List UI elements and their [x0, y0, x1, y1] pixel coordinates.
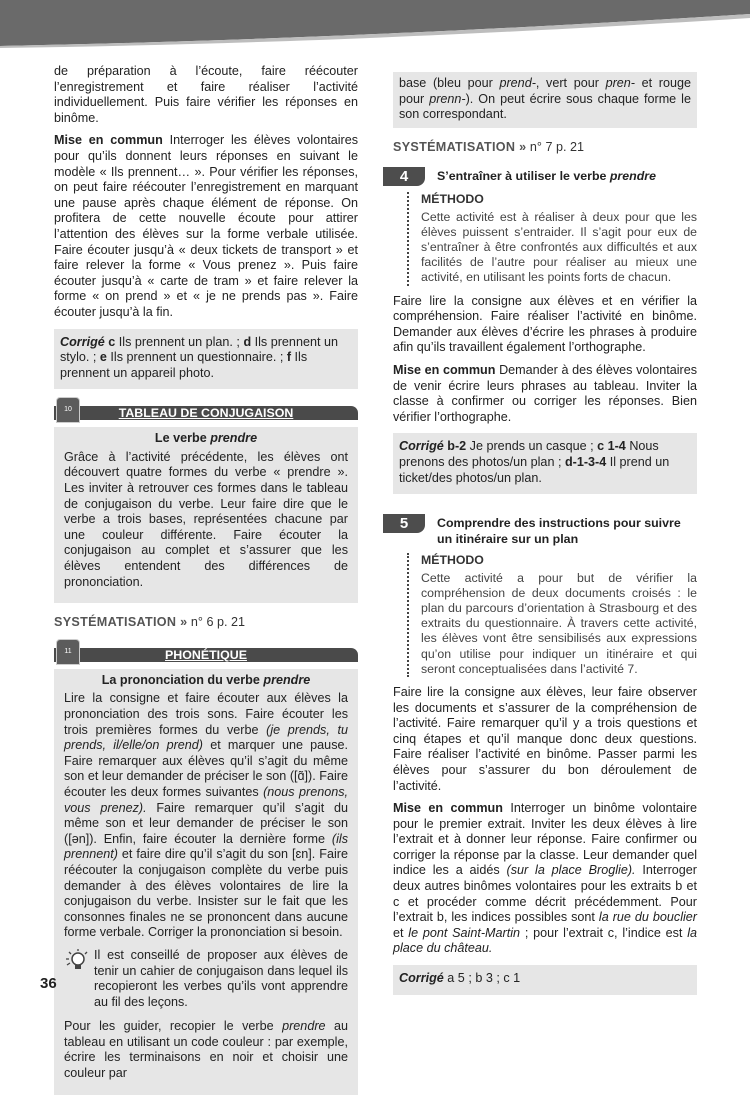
systematisation-ref — [54, 615, 358, 631]
tableau-box — [54, 427, 358, 603]
text: , vert pour — [535, 76, 606, 90]
answer-text: 3 ; — [482, 971, 504, 986]
subtitle-text: Le verbe — [154, 431, 211, 446]
text-italic: pren- — [605, 76, 635, 90]
text: et faire dire qu’il s’agit du son [ɛn]. Faire réécouter la conjugaison complète du verbe puis demander à des élèves volontaires de lire la conjugaison du verbe. Insister sur le fait que les consonnes finales ne se prononcent dans aucune forme verbale. Corriger la prononciation si besoin. — [64, 847, 348, 940]
text: et rouge pour — [399, 76, 691, 106]
subtitle-text: La prononciation du verbe — [101, 672, 264, 687]
methodo-text: Cette activité a pour but de vérifier la compréhension de deux documents croisés : le plan du parcours d’orientation à Strasbourg et des extraits du questionnaire. À travers cette activité, les élèves vont être sensibilisés aux expressions qu’on utilise pour indiquer un itinéraire et qui seront conceptualisées dans l’activité 7. — [421, 570, 697, 676]
paragraph-text: Demander à des élèves volontaires de venir écrire leurs phrases au tableau. Inviter la classe à confirmer ou corriger les réponses. Bien vérifier l’orthographe. — [393, 362, 697, 424]
answer-key: d-1-3-4 — [564, 454, 607, 469]
answer-text: Ils prennent un stylo. ; — [60, 334, 338, 365]
text: et marquer une pause. Faire remarquer aux élèves qu’il s’agit du même son et leur demander de préciser le son ([ɑ̃]). Faire écouter les deux formes suivantes — [64, 738, 348, 799]
methodo-box — [407, 192, 697, 285]
answer-text: 1 — [509, 971, 521, 986]
page-number: 36 — [40, 975, 57, 992]
systematisation-ref — [393, 140, 697, 156]
text-italic: prenn- — [429, 91, 466, 106]
section-title: PHONÉTIQUE — [165, 647, 247, 662]
answer-text: Je prends un casque ; — [466, 439, 598, 454]
text: Faire remarquer qu’il s’agit du même son et leur demander de préciser le son ([ən]). Enfin, faire écouter la dernière forme — [64, 800, 348, 846]
answer-text: Il prend un ticket/des photos/un plan. — [399, 454, 670, 485]
exercise-number: 5 — [383, 514, 425, 533]
phonetique-header — [54, 645, 358, 663]
subtitle-verb: prendre — [210, 431, 258, 446]
left-column — [54, 64, 358, 1095]
corrige-box — [54, 329, 358, 390]
syst-ref: n° 6 p. 21 — [187, 615, 245, 630]
text-italic: (je prends, tu prends, il/elle/on prend) — [64, 722, 348, 753]
syst-label: SYSTÉMATISATION — [54, 615, 177, 630]
double-chevron-icon: » — [519, 139, 527, 154]
answer-text: 5 ; — [454, 971, 476, 986]
text-italic: (ils prennent) — [64, 831, 348, 862]
answer-text: Ils prennent un appareil photo. — [60, 350, 308, 380]
answer-key: c — [108, 334, 116, 349]
methodo-title: MÉTHODO — [421, 553, 484, 568]
exercise-4-header — [383, 167, 697, 186]
text-italic: (nous prenons, vous prenez). — [64, 784, 349, 815]
section-subtitle — [64, 673, 348, 689]
text: ). On peut écrire sous chaque forme le son correspondant. — [399, 91, 691, 122]
label-mise-en-commun: Mise en commun — [393, 362, 496, 377]
paragraph-text: Interroger les élèves volontaires pour qu’ils donnent leurs réponses en suivant le modèle « Ils prennent… ». Pour vérifier les réponses, on peut faire réécouter l’enregistrement en marquant une pause après chaque élément de réponse. On profitera de cette nouvelle écoute pour attirer l’attention des élèves sur la forme verbale utilisée. Faire écouter jusqu’à « deux tickets de transport » et faire relever la forme « Vous prenez ». Puis faire écouter jusqu’à « carte de tram » et faire relever la forme « on prend » et « je ne prends pas ». Faire écouter jusqu’à la fin. — [54, 133, 358, 319]
phonetique-box — [54, 669, 358, 1095]
section-badge: 10 — [56, 397, 80, 423]
corrige-box — [393, 433, 697, 494]
exercise-5-header — [383, 514, 697, 547]
paragraph: Faire lire la consigne aux élèves et en vérifier la compréhension. Faire réaliser l’activité en binôme. Demander aux élèves d’écrire les phrases à produire afin qu’ils travaillent également l’orthographe. — [393, 293, 697, 355]
top-band — [0, 0, 750, 48]
exercise-title — [425, 167, 656, 185]
answer-key: b-2 — [447, 439, 467, 454]
corrige-box — [393, 965, 697, 995]
text: au tableau en utilisant un code couleur : par exemple, écrire les terminaisons en noir et choisir une couleur par — [64, 1019, 349, 1081]
exercise-title: Comprendre des instructions pour suivre un itinéraire sur un plan — [437, 516, 681, 546]
answer-text: Ils prennent un plan. ; — [115, 334, 244, 349]
answer-key: b — [475, 971, 483, 986]
tip-text: Il est conseillé de proposer aux élèves de tenir un cahier de conjugaison dans lequel ils recopieront les verbes qu’ils vont apprendre au fil des leçons. — [94, 947, 348, 1009]
exercise-number: 4 — [383, 167, 425, 186]
continued-box — [393, 72, 697, 128]
answer-key: c — [503, 971, 510, 986]
section-badge: 11 — [56, 639, 80, 665]
label-mise-en-commun: Mise en commun — [54, 133, 163, 148]
paragraph — [64, 1019, 348, 1081]
syst-ref: n° 7 p. 21 — [526, 139, 584, 154]
text-italic: la place du château. — [393, 925, 697, 956]
paragraph — [399, 76, 691, 123]
subtitle-verb: prendre — [263, 672, 311, 687]
section-subtitle — [64, 431, 348, 447]
double-chevron-icon: » — [180, 615, 188, 630]
paragraph-mise-en-commun — [54, 133, 358, 320]
text: Lire la consigne et faire écouter aux élèves la prononciation des trois sons. Faire écouter les trois premières formes du verbe — [64, 691, 348, 737]
methodo-box — [407, 553, 697, 677]
answer-key: f — [286, 350, 292, 365]
title-verb: prendre — [609, 169, 656, 184]
text-italic: le pont Saint-Martin — [408, 925, 521, 940]
methodo-title: MÉTHODO — [421, 192, 484, 207]
corrige-label: Corrigé — [399, 439, 444, 454]
text: ; pour l’extrait c, l’indice est — [520, 925, 688, 940]
text: Interroger un binôme volontaire pour le premier extrait. Inviter les deux élèves à lire l’extrait et à donner leur réponse. Faire confirmer ou corriger la réponse par la classe. Leur demander quel indice les a aidés — [393, 801, 698, 878]
tip — [64, 948, 348, 1017]
right-column — [393, 72, 697, 1007]
answer-key: e — [99, 350, 107, 365]
text-italic: la rue du bouclier — [598, 910, 697, 925]
tableau-header — [54, 403, 358, 421]
label-mise-en-commun: Mise en commun — [393, 801, 503, 816]
lightbulb-icon — [64, 948, 94, 979]
text: Pour les guider, recopier le verbe — [64, 1019, 283, 1034]
text-italic: prendre — [282, 1019, 326, 1034]
paragraph: Grâce à l’activité précédente, les élèves ont découvert quatre formes du verbe « prendre ». Les inviter à retrouver ces formes dans le tableau de conjugaison du verbe. Leur faire dire que le verbe a trois bases, représentées chacune par une couleur différente. Faire écouter la conjugaison au complet et s’assurer que les élèves entendent des différences de prononciation. — [64, 449, 348, 589]
corrige-label: Corrigé — [60, 334, 105, 349]
syst-label: SYSTÉMATISATION — [393, 139, 516, 154]
text: et — [393, 925, 409, 940]
paragraph-mise-en-commun — [393, 363, 697, 425]
corrige-label: Corrigé — [399, 971, 444, 986]
text-italic: prend- — [499, 76, 536, 90]
answer-key: d — [243, 334, 252, 349]
paragraph: Faire lire la consigne aux élèves, leur faire observer les documents et s’assurer de la compréhension de l’activité. Faire remarquer qu’il y a trois questions et cinq étapes et qu’il manque donc deux questions. Faire réaliser l’activité en binôme. Passer parmi les élèves pour s’assurer du bon déroulement de l’activité. — [393, 684, 697, 793]
text-italic: (sur la place Broglie). — [506, 863, 636, 878]
paragraph-mise-en-commun — [393, 801, 697, 957]
text: base (bleu pour — [399, 76, 500, 90]
answer-key: c 1-4 — [597, 439, 626, 454]
section-title: TABLEAU DE CONJUGAISON — [118, 406, 294, 421]
answer-text: Nous prenons des photos/un plan ; — [399, 439, 659, 469]
paragraph: de préparation à l’écoute, faire réécouter l’enregistrement et faire réaliser l’activité individuellement. Puis faire vérifier les réponses en binôme. — [54, 64, 358, 125]
title-text: S’entraîner à utiliser le verbe — [437, 169, 610, 184]
methodo-text: Cette activité est à réaliser à deux pour que les élèves puissent s’entraider. Il s’agit pour eux de s’entraîner à être confrontés aux difficultés et aux facilités de l’autre pour réaliser au mieux une activité, en utilisant les points forts de chacun. — [421, 209, 697, 285]
text: Interroger deux autres binômes volontaires pour les extraits b et c et procéder comme décrit précédemment. Pour l’extrait b, les indices possibles sont — [393, 863, 697, 925]
answer-text: Ils prennent un questionnaire. ; — [106, 350, 287, 365]
paragraph — [64, 691, 348, 941]
answer-key: a — [447, 971, 455, 986]
